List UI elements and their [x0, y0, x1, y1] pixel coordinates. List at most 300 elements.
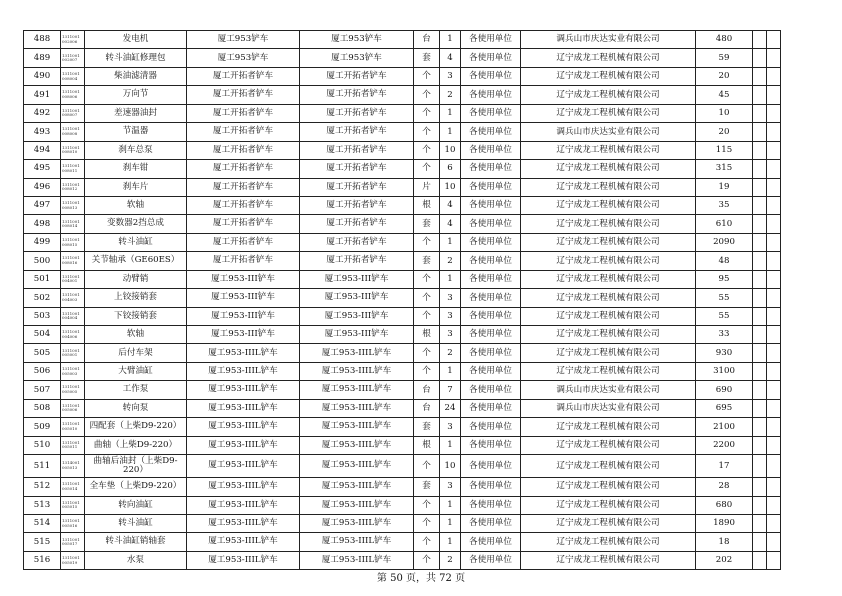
quantity: 1: [440, 270, 461, 288]
row-number: 499: [24, 233, 61, 251]
vehicle-model: 厦工953-IIIL铲车: [187, 496, 300, 514]
user-department: 各使用单位: [461, 233, 521, 251]
item-code: 1311001 008014: [61, 215, 85, 233]
unit: 个: [414, 141, 440, 159]
quantity: 3: [440, 478, 461, 496]
table-row: [24, 514, 781, 532]
item-name: 曲轴后油封（上柴D9-220）: [85, 455, 187, 478]
unit-price: 28: [696, 478, 753, 496]
applicable-model: 厦工953-IIIL铲车: [300, 533, 414, 551]
quantity: 24: [440, 399, 461, 417]
blank-cell: [753, 86, 767, 104]
unit-price: 35: [696, 196, 753, 214]
blank-cell: [767, 233, 781, 251]
blank-cell: [767, 123, 781, 141]
item-code: 1311001 004001: [61, 270, 85, 288]
table-row: [24, 307, 781, 325]
blank-cell: [753, 67, 767, 85]
applicable-model: 厦工953-IIIL铲车: [300, 344, 414, 362]
applicable-model: 厦工953-IIIL铲车: [300, 478, 414, 496]
row-number: 512: [24, 478, 61, 496]
item-code: 1311001 005011: [61, 436, 85, 454]
applicable-model: 厦工开拓者铲车: [300, 252, 414, 270]
row-number: 516: [24, 551, 61, 569]
unit-price: 315: [696, 160, 753, 178]
item-name: 刹车钳: [85, 160, 187, 178]
item-code: 1311001 005019: [61, 551, 85, 569]
item-name: 后付车架: [85, 344, 187, 362]
blank-cell: [753, 104, 767, 122]
user-department: 各使用单位: [461, 86, 521, 104]
user-department: 各使用单位: [461, 326, 521, 344]
row-number: 500: [24, 252, 61, 270]
quantity: 4: [440, 49, 461, 67]
table-row: [24, 233, 781, 251]
item-code: 1311001 008016: [61, 252, 85, 270]
table-row: [24, 252, 781, 270]
table-row: [24, 104, 781, 122]
item-name: 差速器油封: [85, 104, 187, 122]
user-department: 各使用单位: [461, 104, 521, 122]
user-department: 各使用单位: [461, 270, 521, 288]
applicable-model: 厦工开拓者铲车: [300, 123, 414, 141]
supplier: 辽宁成龙工程机械有限公司: [521, 252, 696, 270]
item-code: 1311001 005017: [61, 533, 85, 551]
item-name: 转斗油缸: [85, 514, 187, 532]
unit-price: 33: [696, 326, 753, 344]
item-name: 工作泵: [85, 381, 187, 399]
user-department: 各使用单位: [461, 67, 521, 85]
quantity: 3: [440, 326, 461, 344]
vehicle-model: 厦工953铲车: [187, 31, 300, 49]
row-number: 491: [24, 86, 61, 104]
item-name: 四配套（上柴D9-220）: [85, 418, 187, 436]
item-name: 发电机: [85, 31, 187, 49]
unit-price: 45: [696, 86, 753, 104]
item-code: 1311001 008008: [61, 123, 85, 141]
row-number: 490: [24, 67, 61, 85]
blank-cell: [753, 326, 767, 344]
unit: 个: [414, 104, 440, 122]
blank-cell: [753, 123, 767, 141]
blank-cell: [767, 31, 781, 49]
supplier: 调兵山市庆达实业有限公司: [521, 123, 696, 141]
applicable-model: 厦工953-III铲车: [300, 326, 414, 344]
vehicle-model: 厦工开拓者铲车: [187, 233, 300, 251]
table-row: [24, 215, 781, 233]
quantity: 4: [440, 196, 461, 214]
supplier: 辽宁成龙工程机械有限公司: [521, 418, 696, 436]
unit: 台: [414, 31, 440, 49]
item-code: 1311001 005006: [61, 399, 85, 417]
vehicle-model: 厦工953-III铲车: [187, 289, 300, 307]
supplier: 辽宁成龙工程机械有限公司: [521, 270, 696, 288]
item-name: 刹车总泵: [85, 141, 187, 159]
quantity: 7: [440, 381, 461, 399]
vehicle-model: 厦工开拓者铲车: [187, 215, 300, 233]
blank-cell: [753, 252, 767, 270]
user-department: 各使用单位: [461, 533, 521, 551]
item-code: 1311001 005014: [61, 478, 85, 496]
unit-price: 55: [696, 289, 753, 307]
applicable-model: 厦工953-IIIL铲车: [300, 514, 414, 532]
row-number: 493: [24, 123, 61, 141]
unit: 个: [414, 289, 440, 307]
user-department: 各使用单位: [461, 496, 521, 514]
applicable-model: 厦工953-IIIL铲车: [300, 381, 414, 399]
row-number: 498: [24, 215, 61, 233]
unit-price: 18: [696, 533, 753, 551]
item-name: 水泵: [85, 551, 187, 569]
vehicle-model: 厦工953-IIIL铲车: [187, 551, 300, 569]
unit: 根: [414, 196, 440, 214]
supplier: 辽宁成龙工程机械有限公司: [521, 326, 696, 344]
vehicle-model: 厦工953-IIIL铲车: [187, 455, 300, 478]
supplier: 调兵山市庆达实业有限公司: [521, 399, 696, 417]
supplier: 辽宁成龙工程机械有限公司: [521, 478, 696, 496]
table-row: [24, 399, 781, 417]
supplier: 辽宁成龙工程机械有限公司: [521, 455, 696, 478]
blank-cell: [767, 436, 781, 454]
table-row: [24, 289, 781, 307]
applicable-model: 厦工开拓者铲车: [300, 215, 414, 233]
applicable-model: 厦工开拓者铲车: [300, 233, 414, 251]
row-number: 488: [24, 31, 61, 49]
unit: 台: [414, 399, 440, 417]
supplier: 辽宁成龙工程机械有限公司: [521, 178, 696, 196]
row-number: 509: [24, 418, 61, 436]
unit-price: 202: [696, 551, 753, 569]
item-name: 万向节: [85, 86, 187, 104]
unit: 个: [414, 362, 440, 380]
table-row: [24, 49, 781, 67]
blank-cell: [753, 141, 767, 159]
user-department: 各使用单位: [461, 49, 521, 67]
supplier: 辽宁成龙工程机械有限公司: [521, 533, 696, 551]
item-code: 1311001 008015: [61, 233, 85, 251]
table-row: [24, 160, 781, 178]
supplier: 辽宁成龙工程机械有限公司: [521, 67, 696, 85]
quantity: 4: [440, 215, 461, 233]
table-row: [24, 270, 781, 288]
blank-cell: [753, 496, 767, 514]
applicable-model: 厦工953-IIIL铲车: [300, 362, 414, 380]
user-department: 各使用单位: [461, 455, 521, 478]
vehicle-model: 厦工开拓者铲车: [187, 141, 300, 159]
quantity: 2: [440, 344, 461, 362]
user-department: 各使用单位: [461, 289, 521, 307]
supplier: 辽宁成龙工程机械有限公司: [521, 436, 696, 454]
blank-cell: [767, 551, 781, 569]
unit: 个: [414, 67, 440, 85]
blank-cell: [753, 49, 767, 67]
quantity: 1: [440, 31, 461, 49]
unit: 个: [414, 233, 440, 251]
user-department: 各使用单位: [461, 436, 521, 454]
applicable-model: 厦工953铲车: [300, 49, 414, 67]
user-department: 各使用单位: [461, 514, 521, 532]
row-number: 496: [24, 178, 61, 196]
table-row: [24, 123, 781, 141]
table-row: [24, 86, 781, 104]
blank-cell: [767, 252, 781, 270]
user-department: 各使用单位: [461, 31, 521, 49]
unit: 套: [414, 215, 440, 233]
quantity: 3: [440, 67, 461, 85]
unit-price: 680: [696, 496, 753, 514]
item-code: 1311001 008007: [61, 104, 85, 122]
page-footer: 第 50 页，共 72 页: [376, 573, 466, 584]
blank-cell: [753, 196, 767, 214]
unit-price: 10: [696, 104, 753, 122]
quantity: 1: [440, 514, 461, 532]
item-code: 1311001 008004: [61, 67, 85, 85]
supplier: 辽宁成龙工程机械有限公司: [521, 104, 696, 122]
vehicle-model: 厦工953-III铲车: [187, 307, 300, 325]
row-number: 495: [24, 160, 61, 178]
blank-cell: [767, 104, 781, 122]
unit: 根: [414, 436, 440, 454]
vehicle-model: 厦工953-IIIL铲车: [187, 436, 300, 454]
unit: 个: [414, 270, 440, 288]
table-row: [24, 418, 781, 436]
item-name: 软轴: [85, 196, 187, 214]
item-code: 1311001 005016: [61, 514, 85, 532]
unit-price: 610: [696, 215, 753, 233]
supplier: 辽宁成龙工程机械有限公司: [521, 551, 696, 569]
vehicle-model: 厦工开拓者铲车: [187, 196, 300, 214]
blank-cell: [767, 270, 781, 288]
item-name: 变数器2挡总成: [85, 215, 187, 233]
item-name: 关节轴承（GE60ES）: [85, 252, 187, 270]
applicable-model: 厦工开拓者铲车: [300, 86, 414, 104]
parts-table: [23, 30, 781, 570]
supplier: 辽宁成龙工程机械有限公司: [521, 307, 696, 325]
user-department: 各使用单位: [461, 362, 521, 380]
blank-cell: [753, 381, 767, 399]
vehicle-model: 厦工953-IIIL铲车: [187, 533, 300, 551]
unit-price: 55: [696, 307, 753, 325]
quantity: 1: [440, 362, 461, 380]
applicable-model: 厦工953-III铲车: [300, 270, 414, 288]
item-code: 1311001 005010: [61, 418, 85, 436]
user-department: 各使用单位: [461, 215, 521, 233]
applicable-model: 厦工953铲车: [300, 31, 414, 49]
table-row: [24, 455, 781, 478]
unit-price: 690: [696, 381, 753, 399]
user-department: 各使用单位: [461, 252, 521, 270]
row-number: 510: [24, 436, 61, 454]
vehicle-model: 厦工953-IIIL铲车: [187, 381, 300, 399]
item-name: 转斗油缸: [85, 233, 187, 251]
blank-cell: [767, 344, 781, 362]
unit-price: 20: [696, 123, 753, 141]
blank-cell: [767, 49, 781, 67]
applicable-model: 厦工开拓者铲车: [300, 160, 414, 178]
table-row: [24, 478, 781, 496]
user-department: 各使用单位: [461, 381, 521, 399]
vehicle-model: 厦工953-III铲车: [187, 326, 300, 344]
unit: 套: [414, 252, 440, 270]
blank-cell: [753, 455, 767, 478]
blank-cell: [753, 344, 767, 362]
row-number: 506: [24, 362, 61, 380]
table-row: [24, 178, 781, 196]
table-row: [24, 551, 781, 569]
unit-price: 2100: [696, 418, 753, 436]
unit: 套: [414, 418, 440, 436]
applicable-model: 厦工开拓者铲车: [300, 178, 414, 196]
row-number: 513: [24, 496, 61, 514]
blank-cell: [753, 160, 767, 178]
row-number: 489: [24, 49, 61, 67]
vehicle-model: 厦工开拓者铲车: [187, 252, 300, 270]
supplier: 辽宁成龙工程机械有限公司: [521, 344, 696, 362]
quantity: 1: [440, 233, 461, 251]
blank-cell: [767, 514, 781, 532]
quantity: 1: [440, 104, 461, 122]
table-row: [24, 533, 781, 551]
row-number: 492: [24, 104, 61, 122]
row-number: 504: [24, 326, 61, 344]
applicable-model: 厦工953-IIIL铲车: [300, 399, 414, 417]
item-code: 1311001 008013: [61, 196, 85, 214]
row-number: 501: [24, 270, 61, 288]
unit: 个: [414, 496, 440, 514]
quantity: 1: [440, 123, 461, 141]
blank-cell: [767, 326, 781, 344]
supplier: 辽宁成龙工程机械有限公司: [521, 49, 696, 67]
unit: 个: [414, 123, 440, 141]
applicable-model: 厦工953-IIIL铲车: [300, 455, 414, 478]
unit-price: 59: [696, 49, 753, 67]
blank-cell: [767, 381, 781, 399]
user-department: 各使用单位: [461, 178, 521, 196]
unit-price: 115: [696, 141, 753, 159]
blank-cell: [767, 196, 781, 214]
table-row: [24, 67, 781, 85]
unit: 个: [414, 307, 440, 325]
quantity: 1: [440, 496, 461, 514]
supplier: 辽宁成龙工程机械有限公司: [521, 289, 696, 307]
item-code: 1314001 005013: [61, 455, 85, 478]
blank-cell: [753, 362, 767, 380]
blank-cell: [767, 86, 781, 104]
vehicle-model: 厦工953-IIIL铲车: [187, 344, 300, 362]
vehicle-model: 厦工开拓者铲车: [187, 178, 300, 196]
table-row: [24, 436, 781, 454]
unit-price: 930: [696, 344, 753, 362]
quantity: 6: [440, 160, 461, 178]
table-row: [24, 141, 781, 159]
item-code: 1311001 002007: [61, 49, 85, 67]
row-number: 508: [24, 399, 61, 417]
supplier: 辽宁成龙工程机械有限公司: [521, 362, 696, 380]
table-row: [24, 496, 781, 514]
blank-cell: [753, 551, 767, 569]
user-department: 各使用单位: [461, 344, 521, 362]
vehicle-model: 厦工开拓者铲车: [187, 160, 300, 178]
applicable-model: 厦工953-IIIL铲车: [300, 551, 414, 569]
item-code: 1311001 008011: [61, 160, 85, 178]
supplier: 辽宁成龙工程机械有限公司: [521, 196, 696, 214]
item-code: 1311001 008006: [61, 86, 85, 104]
vehicle-model: 厦工开拓者铲车: [187, 67, 300, 85]
unit: 个: [414, 344, 440, 362]
item-code: 1311001 004003: [61, 289, 85, 307]
applicable-model: 厦工953-IIIL铲车: [300, 418, 414, 436]
item-code: 1311001 005015: [61, 496, 85, 514]
unit-price: 17: [696, 455, 753, 478]
row-number: 507: [24, 381, 61, 399]
unit: 个: [414, 533, 440, 551]
vehicle-model: 厦工953-III铲车: [187, 270, 300, 288]
row-number: 514: [24, 514, 61, 532]
item-name: 大臂油缸: [85, 362, 187, 380]
vehicle-model: 厦工开拓者铲车: [187, 104, 300, 122]
blank-cell: [753, 418, 767, 436]
vehicle-model: 厦工开拓者铲车: [187, 86, 300, 104]
quantity: 1: [440, 436, 461, 454]
vehicle-model: 厦工953-IIIL铲车: [187, 514, 300, 532]
applicable-model: 厦工953-III铲车: [300, 307, 414, 325]
user-department: 各使用单位: [461, 123, 521, 141]
item-code: 1311001 004004: [61, 307, 85, 325]
vehicle-model: 厦工953-IIIL铲车: [187, 399, 300, 417]
applicable-model: 厦工开拓者铲车: [300, 141, 414, 159]
row-number: 511: [24, 455, 61, 478]
quantity: 2: [440, 252, 461, 270]
blank-cell: [753, 399, 767, 417]
supplier: 调兵山市庆达实业有限公司: [521, 31, 696, 49]
blank-cell: [753, 514, 767, 532]
quantity: 2: [440, 551, 461, 569]
blank-cell: [753, 178, 767, 196]
table-row: [24, 196, 781, 214]
blank-cell: [767, 455, 781, 478]
item-code: 1311001 005003: [61, 362, 85, 380]
vehicle-model: 厦工953-IIIL铲车: [187, 362, 300, 380]
supplier: 辽宁成龙工程机械有限公司: [521, 160, 696, 178]
item-name: 下铰接销套: [85, 307, 187, 325]
unit: 套: [414, 478, 440, 496]
unit: 片: [414, 178, 440, 196]
item-code: 1311001 008012: [61, 178, 85, 196]
unit-price: 2090: [696, 233, 753, 251]
unit-price: 48: [696, 252, 753, 270]
user-department: 各使用单位: [461, 307, 521, 325]
applicable-model: 厦工953-IIIL铲车: [300, 496, 414, 514]
spare-parts-sheet: [23, 30, 781, 570]
user-department: 各使用单位: [461, 551, 521, 569]
parts-table-body: [24, 31, 781, 570]
item-name: 转斗油缸销轴套: [85, 533, 187, 551]
blank-cell: [753, 307, 767, 325]
item-name: 刹车片: [85, 178, 187, 196]
item-name: 节温器: [85, 123, 187, 141]
item-name: 转斗油缸修理包: [85, 49, 187, 67]
row-number: 497: [24, 196, 61, 214]
vehicle-model: 厦工953铲车: [187, 49, 300, 67]
item-code: 1311001 005001: [61, 344, 85, 362]
supplier: 辽宁成龙工程机械有限公司: [521, 215, 696, 233]
blank-cell: [753, 478, 767, 496]
blank-cell: [767, 178, 781, 196]
row-number: 503: [24, 307, 61, 325]
unit: 个: [414, 455, 440, 478]
item-name: 曲轴（上柴D9-220）: [85, 436, 187, 454]
unit-price: 3100: [696, 362, 753, 380]
